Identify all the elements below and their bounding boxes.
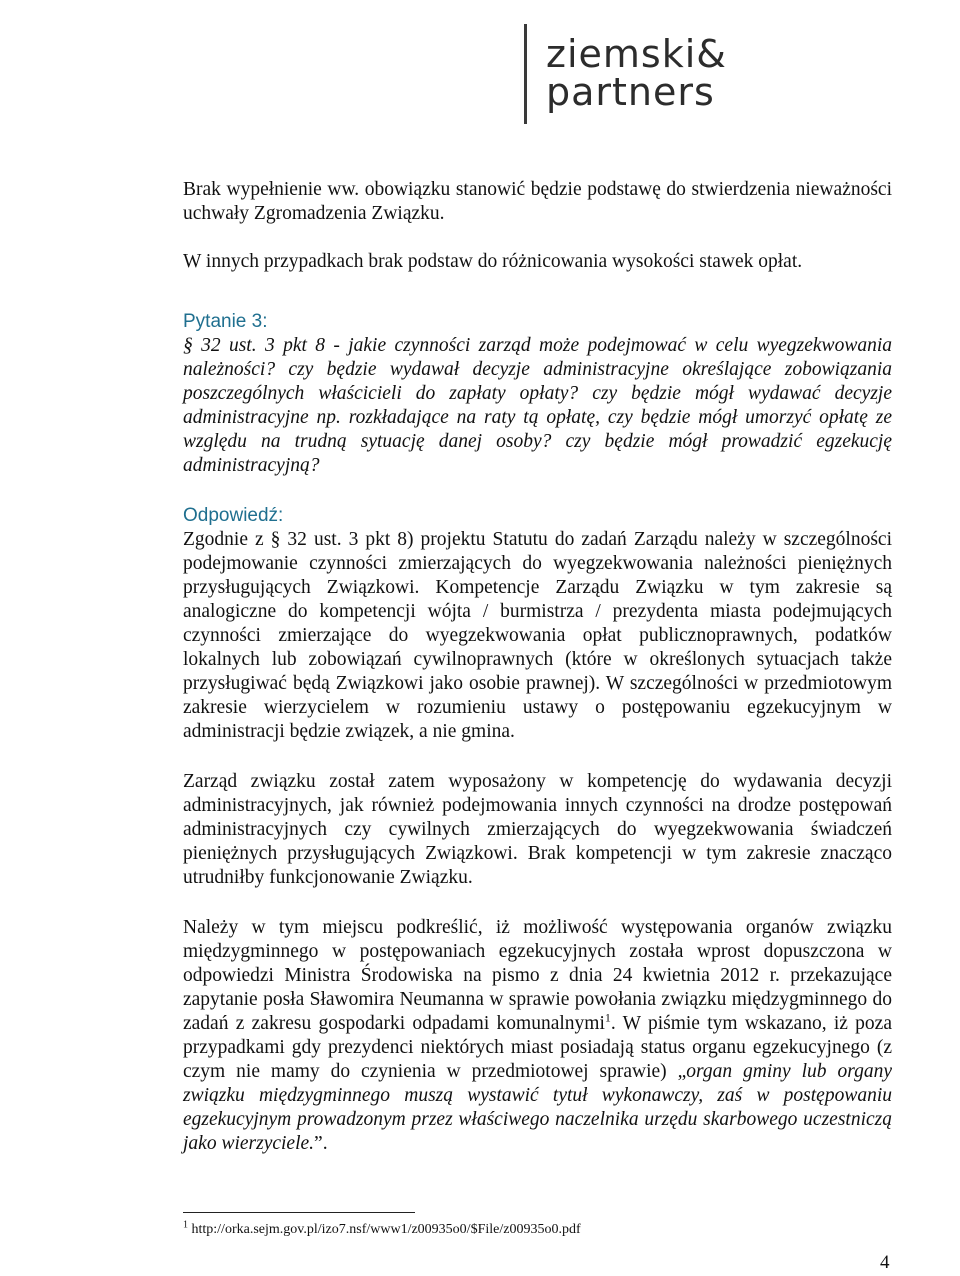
- footnote-link[interactable]: http://orka.sejm.gov.pl/izo7.nsf/www1/z00935o0/$File/z00935o0.pdf: [191, 1222, 581, 1237]
- logo-divider: [524, 24, 527, 124]
- page-number: 4: [880, 1252, 890, 1273]
- logo-line-1: ziemski&: [546, 32, 727, 76]
- answer-paragraph: Zarząd związku został zatem wyposażony w kompetencję do wydawania decyzji administracyjnych, jak również podejmowania innych czynności na drodze postępowań administracyjnych czy cywilnych zmierzających do wyegzekwowania świadczeń pieniężnych przysługujących Związkowi. Brak kompetencji w tym zakresie znacząco utrudniłby funkcjonowanie Związku.: [183, 771, 892, 888]
- firm-logo: [546, 32, 766, 114]
- footnote-number: 1: [183, 1219, 188, 1231]
- footnote-reference[interactable]: 1: [604, 1010, 611, 1025]
- paragraph: W innych przypadkach brak podstaw do różnicowania wysokości stawek opłat.: [183, 251, 803, 272]
- answer-heading: Odpowiedź:: [183, 505, 284, 526]
- question-heading: Pytanie 3:: [183, 311, 268, 332]
- footnote-separator: [183, 1212, 415, 1213]
- footnote: [183, 1221, 581, 1239]
- answer-paragraph: [183, 916, 892, 1156]
- quote-close: ”.: [314, 1133, 328, 1154]
- answer-text: . W piśmie tym wskazano, iż poza przypadkami gdy prezydenci niektórych miast posiadają status organu egzekucyjnego (z czym nie mamy do czynienia w przedmiotowej sprawie) „: [183, 1013, 892, 1082]
- paragraph: Brak wypełnienie ww. obowiązku stanowić będzie podstawę do stwierdzenia nieważności uchwały Zgromadzenia Związku.: [183, 179, 892, 224]
- document-body: [183, 178, 892, 1156]
- question-text: § 32 ust. 3 pkt 8 - jakie czynności zarząd może podejmować w celu wyegzekwowania należności? czy będzie wydawał decyzje administracyjne określające zobowiązania poszczególnych właścicieli do zapłaty opłaty? czy będzie mógł wydawać decyzje administracyjne np. rozkładające na raty tą opłatę, czy będzie mógł umorzyć opłatę ze względu na trudną sytuację danej osoby? czy będzie mógł prowadzić egzekucję administracyjną?: [183, 335, 892, 476]
- answer-text: Należy w tym miejscu podkreślić, iż możliwość występowania organów związku międzygminnego w postępowaniach egzekucyjnych została wprost dopuszczona w odpowiedzi Ministra Środowiska na pismo z dnia 24 kwietnia 2012 r. przekazujące zapytanie posła Sławomira Neumanna w sprawie powołania związku międzygminnego do zadań z zakresu gospodarki odpadami komunalnymi: [183, 917, 892, 1034]
- answer-paragraph: Zgodnie z § 32 ust. 3 pkt 8) projektu Statutu do zadań Zarządu należy w szczególności podejmowanie czynności zmierzających do wyegzekwowania należności pieniężnych przysługujących Związkowi. Kompetencje Zarządu Związku w tym zakresie są analogiczne do kompetencji wójta / burmistrza / prezydenta miasta podejmujących czynności zmierzające do wyegzekwowania opłat publicznoprawnych, podatków lokalnych lub zobowiązań cywilnoprawnych (które w określonych sytuacjach także przysługiwać będą Związkowi jako osobie prawnej). W szczególności w przedmiotowym zakresie wierzycielem w rozumieniu ustawy o postępowaniu egzekucyjnym w administracji będzie związek, a nie gmina.: [183, 529, 892, 742]
- logo-line-2: partners: [546, 70, 715, 114]
- quotation: organ gminy lub organy związku międzygminnego muszą wystawić tytuł wykonawczy, zaś w postępowaniu egzekucyjnym prowadzonym przez właściwego naczelnika urzędu skarbowego uczestniczą jako wierzyciele.: [183, 1061, 892, 1154]
